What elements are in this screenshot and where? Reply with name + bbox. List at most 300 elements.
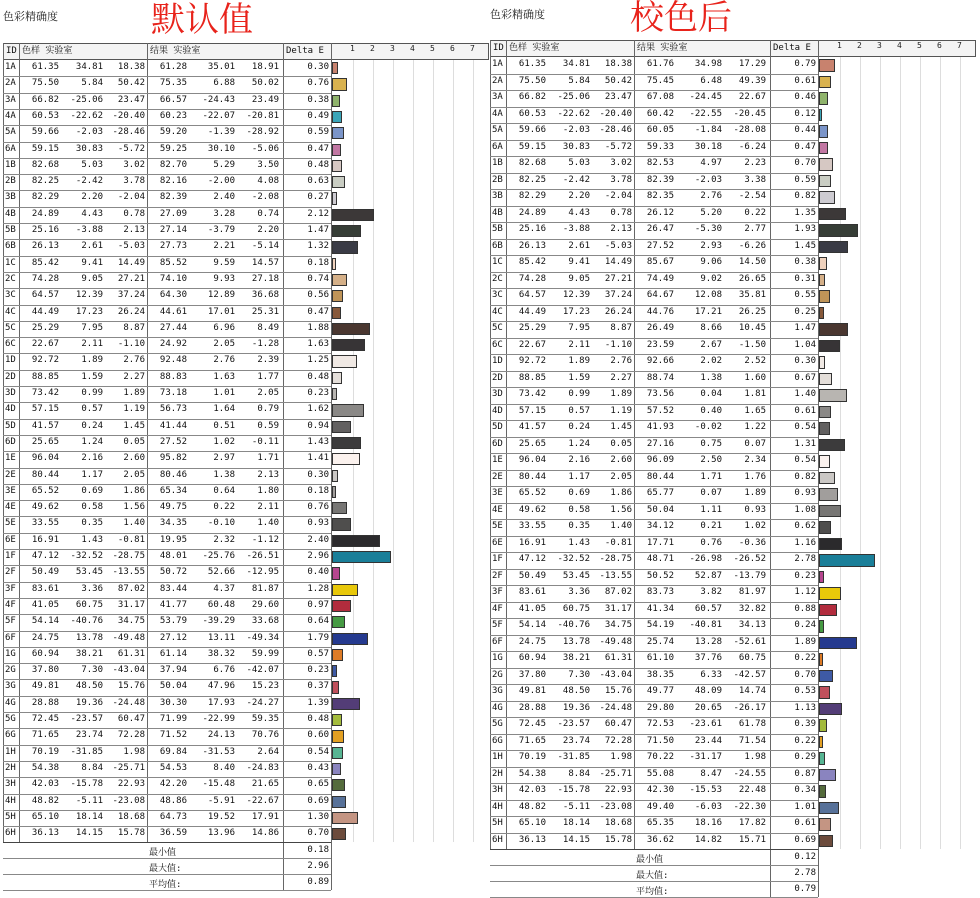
cell-sample-lab: 18.38 (117, 62, 145, 72)
delta-e-bar (332, 372, 342, 384)
cell-sample-lab: -2.42 (562, 174, 590, 185)
cell-id: 2D (492, 372, 503, 383)
cell-sample-lab: 28.88 (31, 697, 59, 708)
delta-e-bar (332, 274, 347, 286)
cell-sample-lab: 31.17 (604, 603, 632, 614)
cell-sample-lab: 41.57 (31, 420, 59, 431)
cell-sample-lab: 0.99 (568, 389, 590, 399)
cell-result-lab: 60.42 (646, 108, 674, 119)
cell-result-lab: -22.55 (689, 108, 722, 119)
cell-sample-lab: 74.28 (518, 273, 546, 284)
cell-result-lab: 59.33 (646, 141, 674, 152)
delta-e-bar (332, 698, 360, 710)
row-divider (3, 761, 331, 762)
cell-result-lab: 73.18 (159, 388, 187, 398)
cell-id: 1B (5, 159, 16, 170)
cell-sample-lab: 48.82 (518, 801, 546, 812)
cell-result-lab: 49.75 (159, 502, 187, 513)
cell-result-lab: 2.93 (700, 240, 722, 251)
delta-e-bar (819, 76, 831, 89)
cell-result-lab: 1.89 (744, 488, 766, 498)
col-result: 结果 实验室 (150, 46, 201, 56)
cell-result-lab: 61.76 (646, 59, 674, 69)
row-divider (490, 750, 818, 751)
delta-e-bar (819, 92, 828, 105)
cell-id: 6D (5, 436, 16, 447)
cell-delta-e: 0.64 (307, 616, 329, 627)
cell-delta-e: 0.93 (794, 488, 816, 498)
cell-sample-lab: 5.84 (81, 78, 103, 89)
row-divider (490, 849, 818, 850)
cell-result-lab: 42.30 (646, 785, 674, 795)
cell-id: 5C (5, 322, 16, 333)
cell-delta-e: 0.18 (307, 257, 329, 268)
row-divider (3, 353, 331, 354)
cell-sample-lab: 4.43 (568, 207, 590, 218)
cell-sample-lab: 92.72 (31, 355, 59, 366)
row-divider (490, 668, 818, 669)
cell-id: 4B (5, 208, 16, 219)
delta-e-bar (819, 703, 842, 716)
delta-e-bar (332, 95, 340, 107)
cell-sample-lab: 18.14 (562, 818, 590, 828)
cell-id: 3C (492, 290, 503, 300)
delta-e-bar (332, 828, 346, 840)
row-divider (490, 865, 818, 866)
cell-sample-lab: -43.04 (112, 665, 145, 676)
cell-sample-lab: 64.57 (31, 290, 59, 301)
cell-id: 3C (5, 290, 16, 301)
row-divider (490, 569, 818, 570)
cell-result-lab: 3.50 (257, 159, 279, 170)
cell-delta-e: 0.82 (794, 471, 816, 482)
cell-result-lab: 61.28 (159, 62, 187, 72)
cell-sample-lab: -2.04 (117, 192, 145, 203)
cell-sample-lab: -1.10 (604, 339, 632, 350)
cell-sample-lab: 2.27 (610, 372, 632, 383)
cell-id: 3F (5, 583, 16, 594)
delta-e-bar (332, 355, 357, 367)
delta-e-bar (819, 802, 839, 815)
cell-sample-lab: 60.75 (75, 599, 103, 610)
cell-result-lab: -22.07 (202, 110, 235, 121)
cell-sample-lab: 2.61 (568, 240, 590, 251)
row-divider (490, 536, 818, 537)
cell-result-lab: 14.86 (251, 828, 279, 839)
cell-delta-e: 0.69 (307, 795, 329, 806)
cell-result-lab: 71.99 (159, 714, 187, 724)
delta-e-bar (332, 649, 343, 661)
cell-sample-lab: 41.05 (31, 599, 59, 610)
cell-sample-lab: 44.49 (31, 306, 59, 317)
cell-delta-e: 0.53 (794, 686, 816, 696)
cell-id: 1C (5, 257, 16, 268)
cell-result-lab: 2.77 (744, 224, 766, 234)
cell-sample-lab: 49.81 (31, 681, 59, 692)
cell-delta-e: 0.62 (794, 521, 816, 531)
cell-sample-lab: 96.04 (518, 455, 546, 465)
cell-id: 2B (492, 174, 503, 185)
delta-e-bar (332, 144, 341, 156)
delta-e-bar (332, 763, 341, 775)
cell-result-lab: -24.45 (689, 92, 722, 102)
row-divider (490, 90, 818, 91)
row-divider (3, 858, 331, 859)
delta-e-bar (819, 538, 842, 551)
row-divider (3, 288, 331, 289)
cell-result-lab: 1.80 (257, 485, 279, 496)
cell-result-lab: 21.65 (251, 779, 279, 790)
cell-sample-lab: 53.45 (562, 570, 590, 581)
cell-id: 1A (5, 62, 16, 72)
cell-result-lab: 1.71 (700, 471, 722, 482)
delta-e-bar (819, 373, 832, 386)
cell-result-lab: 57.52 (646, 405, 674, 416)
cell-result-lab: 0.93 (744, 504, 766, 515)
cell-sample-lab: 0.24 (568, 422, 590, 432)
cell-result-lab: -1.50 (738, 339, 766, 350)
cell-delta-e: 1.47 (794, 323, 816, 333)
cell-sample-lab: -3.88 (562, 224, 590, 234)
cell-id: 3A (5, 94, 16, 105)
cell-id: 4G (5, 697, 16, 708)
cell-sample-lab: 57.15 (31, 404, 59, 415)
row-divider (490, 371, 818, 372)
cell-sample-lab: 65.10 (518, 818, 546, 828)
cell-sample-lab: 1.17 (81, 469, 103, 480)
cell-sample-lab: 23.47 (604, 92, 632, 102)
cell-sample-lab: 9.41 (568, 257, 590, 267)
cell-sample-lab: -28.75 (112, 551, 145, 561)
cell-sample-lab: 0.57 (81, 404, 103, 415)
cell-result-lab: 17.29 (738, 59, 766, 69)
cell-result-lab: 36.62 (646, 834, 674, 845)
cell-result-lab: 27.09 (159, 208, 187, 219)
row-divider (490, 189, 818, 190)
cell-id: 2F (5, 567, 16, 578)
row-divider (490, 321, 818, 322)
cell-id: 6C (5, 339, 16, 350)
cell-result-lab: 92.48 (159, 355, 187, 366)
cell-id: 5D (492, 422, 503, 432)
stat-label: 最小值 (149, 848, 177, 859)
cell-result-lab: 61.78 (738, 719, 766, 729)
delta-e-bar (819, 521, 831, 534)
cell-id: 5B (5, 225, 16, 235)
cell-result-lab: 53.79 (159, 616, 187, 627)
cell-sample-lab: 1.89 (568, 356, 590, 366)
row-divider (3, 663, 331, 664)
cell-sample-lab: 30.83 (562, 141, 590, 152)
cell-sample-lab: 1.89 (81, 355, 103, 366)
cell-result-lab: 1.71 (257, 453, 279, 464)
cell-result-lab: 1.40 (257, 518, 279, 529)
cell-id: 2H (5, 762, 16, 773)
cell-result-lab: 26.49 (646, 323, 674, 333)
cell-result-lab: 82.35 (646, 191, 674, 201)
cell-result-lab: 17.01 (207, 306, 235, 317)
cell-delta-e: 1.41 (307, 453, 329, 464)
row-divider (490, 206, 818, 207)
delta-e-bar (332, 339, 365, 351)
cell-sample-lab: 0.69 (568, 488, 590, 498)
row-divider (490, 255, 818, 256)
row-divider (3, 402, 331, 403)
cell-result-lab: -3.79 (207, 225, 235, 235)
row-divider (3, 321, 331, 322)
cell-sample-lab: 50.49 (518, 570, 546, 581)
cell-result-lab: 60.05 (646, 125, 674, 135)
cell-delta-e: 0.69 (794, 834, 816, 845)
cell-result-lab: 92.66 (646, 356, 674, 366)
cell-result-lab: 2.76 (700, 191, 722, 201)
cell-result-lab: 60.23 (159, 110, 187, 121)
cell-id: 1H (492, 752, 503, 762)
cell-sample-lab: 23.74 (75, 730, 103, 741)
cell-delta-e: 0.44 (794, 125, 816, 135)
cell-result-lab: 37.94 (159, 665, 187, 676)
cell-sample-lab: -28.75 (599, 554, 632, 564)
cell-delta-e: 1.04 (794, 339, 816, 350)
cell-sample-lab: 0.99 (81, 388, 103, 398)
cell-result-lab: -0.11 (251, 436, 279, 447)
row-divider (490, 552, 818, 553)
cell-delta-e: 1.43 (307, 436, 329, 447)
cell-sample-lab: 70.19 (518, 752, 546, 762)
cell-sample-lab: -24.48 (112, 697, 145, 708)
cell-sample-lab: -25.71 (112, 762, 145, 773)
cell-id: 1G (492, 653, 503, 663)
cell-result-lab: 34.13 (738, 620, 766, 630)
row-divider (3, 174, 331, 175)
delta-e-bar (332, 681, 339, 693)
cell-sample-lab: -15.78 (557, 785, 590, 795)
cell-result-lab: 41.77 (159, 599, 187, 610)
cell-result-lab: 6.96 (213, 322, 235, 333)
cell-result-lab: 13.96 (207, 828, 235, 839)
row-divider (490, 684, 818, 685)
cell-result-lab: 24.92 (159, 339, 187, 350)
delta-e-bar (819, 686, 830, 699)
cell-sample-lab: -2.03 (75, 127, 103, 138)
row-divider (490, 734, 818, 735)
cell-sample-lab: 23.47 (117, 94, 145, 105)
delta-e-bar (332, 567, 340, 579)
cell-result-lab: 0.76 (700, 537, 722, 548)
delta-e-bar (332, 812, 358, 824)
delta-e-bar (332, 421, 351, 433)
cell-sample-lab: 26.24 (117, 306, 145, 317)
cell-result-lab: 2.39 (257, 355, 279, 366)
delta-e-bar (819, 340, 840, 353)
cell-delta-e: 0.23 (307, 388, 329, 398)
cell-sample-lab: 18.14 (75, 811, 103, 822)
row-divider (3, 614, 331, 615)
cell-sample-lab: 85.42 (518, 257, 546, 267)
cell-sample-lab: 70.19 (31, 746, 59, 757)
cell-result-lab: 50.04 (646, 504, 674, 515)
cell-result-lab: 13.11 (207, 632, 235, 643)
cell-result-lab: 2.21 (213, 241, 235, 252)
cell-sample-lab: -28.46 (599, 125, 632, 135)
cell-sample-lab: 1.45 (610, 422, 632, 432)
cell-result-lab: -49.34 (246, 632, 279, 643)
cell-result-lab: -31.53 (202, 746, 235, 757)
cell-sample-lab: 16.91 (31, 534, 59, 545)
delta-e-bar (332, 62, 338, 74)
cell-result-lab: 26.25 (738, 306, 766, 317)
cell-delta-e: 0.39 (794, 719, 816, 729)
cell-sample-lab: 24.89 (31, 208, 59, 219)
cell-result-lab: 30.30 (159, 697, 187, 708)
cell-sample-lab: -32.52 (70, 551, 103, 561)
delta-e-bar (332, 209, 374, 221)
cell-sample-lab: 82.25 (31, 176, 59, 187)
cell-sample-lab: 25.65 (518, 438, 546, 449)
cell-sample-lab: 19.36 (75, 697, 103, 708)
col-result: 结果 实验室 (637, 43, 688, 53)
cell-sample-lab: 2.05 (610, 471, 632, 482)
cell-result-lab: 50.72 (159, 567, 187, 578)
cell-sample-lab: 14.49 (604, 257, 632, 267)
cell-delta-e: 1.31 (794, 438, 816, 449)
cell-delta-e: 0.38 (794, 257, 816, 267)
delta-e-bar (332, 176, 345, 188)
cell-result-lab: 48.01 (159, 551, 187, 561)
cell-id: 2A (5, 78, 16, 89)
cell-result-lab: 1.63 (213, 371, 235, 382)
cell-result-lab: 0.07 (700, 488, 722, 498)
cell-result-lab: 17.71 (646, 537, 674, 548)
cell-result-lab: 14.57 (251, 257, 279, 268)
row-divider (3, 712, 331, 713)
cell-result-lab: 3.82 (700, 587, 722, 597)
cell-result-lab: -28.08 (733, 125, 766, 135)
cell-result-lab: -5.06 (251, 143, 279, 154)
cell-result-lab: 27.44 (159, 322, 187, 333)
row-divider (3, 549, 331, 550)
cell-sample-lab: 24.89 (518, 207, 546, 218)
cell-sample-lab: 2.76 (610, 356, 632, 366)
cell-sample-lab: 60.53 (518, 108, 546, 119)
cell-result-lab: -2.00 (207, 176, 235, 187)
row-divider (490, 288, 818, 289)
cell-sample-lab: 73.42 (31, 388, 59, 398)
cell-sample-lab: 25.29 (31, 322, 59, 333)
row-divider (3, 794, 331, 795)
delta-e-bar (819, 257, 827, 270)
delta-e-bar (819, 785, 826, 798)
cell-sample-lab: 2.11 (81, 339, 103, 350)
cell-sample-lab: -3.88 (75, 225, 103, 235)
row-divider (3, 125, 331, 126)
cell-sample-lab: 71.65 (518, 735, 546, 746)
cell-sample-lab: 36.13 (31, 828, 59, 839)
cell-sample-lab: 8.84 (81, 762, 103, 773)
cell-sample-lab: 22.93 (117, 779, 145, 790)
cell-result-lab: -6.24 (738, 141, 766, 152)
cell-result-lab: 25.31 (251, 306, 279, 317)
cell-sample-lab: -24.48 (599, 702, 632, 713)
delta-e-bar (819, 455, 830, 468)
cell-id: 4E (492, 504, 503, 515)
delta-e-bar (819, 752, 825, 765)
panel-caption: 色彩精确度 (490, 8, 545, 21)
cell-delta-e: 0.97 (307, 599, 329, 610)
cell-result-lab: 35.01 (207, 62, 235, 72)
cell-result-lab: 19.95 (159, 534, 187, 545)
stat-value: 0.89 (307, 877, 329, 888)
cell-id: 5E (492, 521, 503, 531)
row-divider (3, 76, 331, 77)
cell-sample-lab: 2.61 (81, 241, 103, 252)
cell-result-lab: 23.49 (251, 94, 279, 105)
cell-sample-lab: 49.62 (31, 502, 59, 513)
cell-sample-lab: 0.78 (610, 207, 632, 218)
delta-e-bar (819, 307, 824, 320)
cell-sample-lab: 2.20 (81, 192, 103, 203)
axis-tick: 5 (917, 41, 922, 50)
cell-result-lab: 2.64 (257, 746, 279, 757)
cell-id: 3G (5, 681, 16, 692)
delta-e-bar (332, 502, 347, 514)
cell-sample-lab: 37.80 (518, 669, 546, 680)
row-divider (490, 437, 818, 438)
cell-sample-lab: 1.56 (610, 504, 632, 515)
cell-sample-lab: 2.60 (123, 453, 145, 464)
cell-sample-lab: 34.81 (75, 62, 103, 72)
cell-sample-lab: -5.11 (75, 795, 103, 806)
cell-delta-e: 0.70 (794, 158, 816, 168)
cell-sample-lab: 36.13 (518, 834, 546, 845)
cell-sample-lab: 12.39 (75, 290, 103, 301)
cell-sample-lab: 0.24 (81, 420, 103, 431)
cell-result-lab: -5.14 (251, 241, 279, 252)
cell-sample-lab: 26.13 (31, 241, 59, 252)
cell-id: 1D (5, 355, 16, 366)
cell-sample-lab: 27.21 (604, 273, 632, 284)
cell-sample-lab: 30.83 (75, 143, 103, 154)
delta-e-bar (819, 439, 845, 452)
cell-id: 4D (492, 405, 503, 416)
cell-delta-e: 2.40 (307, 534, 329, 545)
col-delta: Delta E (773, 43, 811, 53)
cell-result-lab: -2.03 (694, 174, 722, 185)
cell-delta-e: 0.30 (307, 62, 329, 72)
cell-result-lab: 44.61 (159, 306, 187, 317)
cell-result-lab: 27.14 (159, 225, 187, 235)
cell-sample-lab: -2.04 (604, 191, 632, 201)
cell-delta-e: 0.65 (307, 779, 329, 790)
cell-sample-lab: 22.67 (518, 339, 546, 350)
cell-sample-lab: 4.43 (81, 208, 103, 219)
cell-sample-lab: 13.78 (75, 632, 103, 643)
delta-e-bar (819, 191, 835, 204)
cell-sample-lab: 2.11 (568, 339, 590, 350)
cell-result-lab: -6.03 (694, 801, 722, 812)
cell-result-lab: 54.53 (159, 762, 187, 773)
cell-result-lab: 26.65 (738, 273, 766, 284)
cell-result-lab: 82.16 (159, 176, 187, 187)
cell-id: 3D (5, 388, 16, 398)
cell-result-lab: 80.46 (159, 469, 187, 480)
cell-id: 5H (492, 818, 503, 828)
cell-sample-lab: -32.52 (557, 554, 590, 564)
cell-sample-lab: 0.58 (81, 502, 103, 513)
cell-result-lab: 17.21 (694, 306, 722, 317)
cell-result-lab: 61.14 (159, 648, 187, 659)
cell-delta-e: 0.38 (307, 94, 329, 105)
